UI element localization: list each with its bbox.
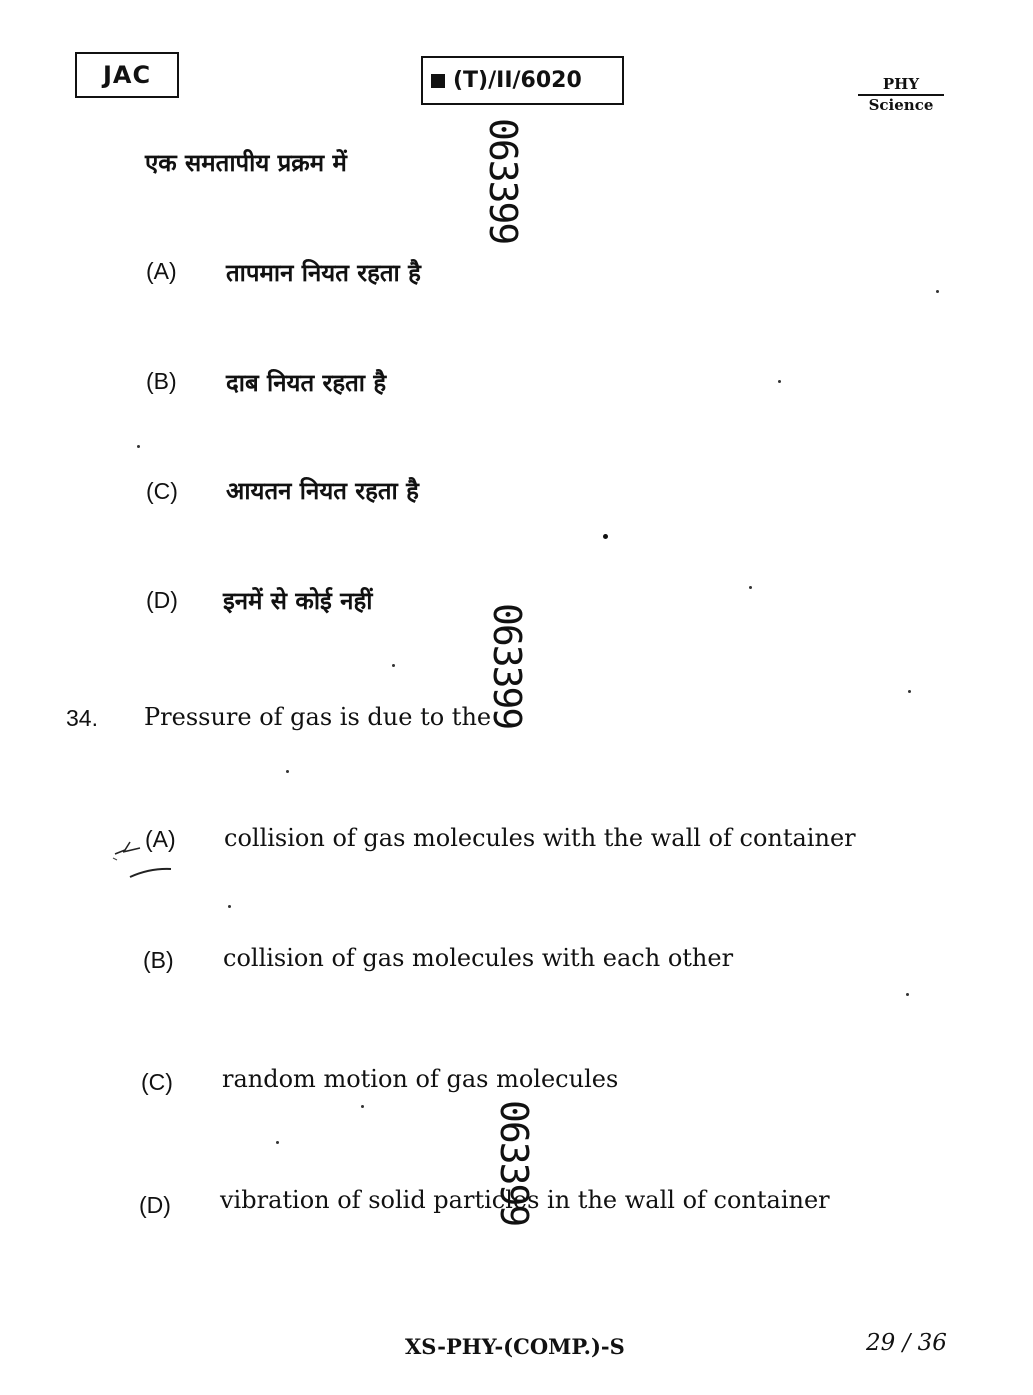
- q34-option-b-text: collision of gas molecules with each other: [223, 944, 734, 972]
- page-number: 29 / 36: [866, 1330, 947, 1356]
- paper-code-box: [421, 56, 624, 105]
- q33-option-b-label: (B): [146, 368, 177, 394]
- q33-option-c-label: (C): [146, 478, 178, 504]
- serial-stamp-1: 063399: [481, 118, 525, 244]
- scan-speck: [286, 770, 289, 773]
- subject-name: Science: [868, 96, 934, 114]
- square-icon: [431, 74, 445, 88]
- board-logo-box: [75, 52, 179, 98]
- board-name: JAC: [102, 61, 152, 89]
- handwritten-tick-icon: [105, 832, 175, 882]
- q34-number: 34.: [66, 705, 98, 731]
- serial-stamp-2: 063399: [485, 603, 529, 729]
- scan-speck: [228, 905, 231, 908]
- q33-option-d-label: (D): [146, 587, 178, 613]
- q33-option-a-label: (A): [146, 258, 177, 284]
- q33-option-d-text: इनमें से कोई नहीं: [223, 587, 373, 615]
- scan-speck: [906, 993, 909, 996]
- q34-stem: Pressure of gas is due to the: [144, 703, 492, 731]
- q34-option-c-label: (C): [141, 1069, 173, 1095]
- subject-label: [858, 76, 944, 114]
- q34-option-b-label: (B): [143, 947, 174, 973]
- scan-speck: [276, 1141, 279, 1144]
- scan-speck: [749, 586, 752, 589]
- scan-speck: [936, 290, 939, 293]
- scan-speck: [778, 380, 781, 383]
- scan-speck: [603, 534, 608, 539]
- serial-stamp-3: 063399: [492, 1100, 536, 1226]
- subject-code: PHY: [858, 76, 944, 96]
- q33-stem: एक समतापीय प्रक्रम में: [145, 149, 347, 177]
- scan-speck: [137, 445, 140, 448]
- q34-option-c-text: random motion of gas molecules: [222, 1065, 619, 1093]
- q34-option-d-text: vibration of solid particles in the wall of container: [220, 1186, 830, 1214]
- scan-speck: [392, 664, 395, 667]
- q34-option-a-text: collision of gas molecules with the wall of container: [224, 824, 856, 852]
- paper-code: (T)/II/6020: [453, 68, 582, 93]
- q34-option-a-label: (A): [145, 826, 176, 852]
- scan-speck: [361, 1105, 364, 1108]
- q33-option-a-text: तापमान नियत रहता है: [226, 259, 421, 287]
- scan-speck: [908, 690, 911, 693]
- footer-paper-code: XS-PHY-(COMP.)-S: [405, 1334, 625, 1359]
- q33-option-b-text: दाब नियत रहता है: [226, 369, 387, 397]
- q33-option-c-text: आयतन नियत रहता है: [226, 477, 419, 505]
- q34-option-d-label: (D): [139, 1192, 171, 1218]
